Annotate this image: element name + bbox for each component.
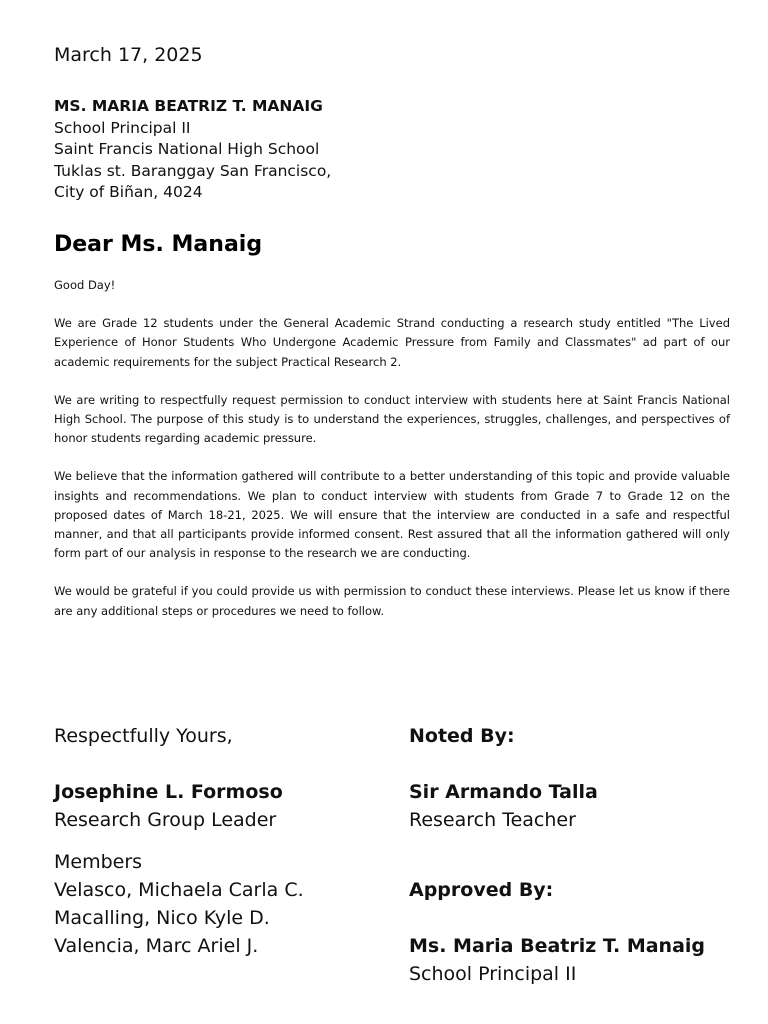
body-paragraph-2: We are writing to respectfully request permission to conduct interview with students here at Saint Francis National High School. The purpose of this study is to understand the experiences, struggles, challenges, and perspectives of honor students regarding academic pressure. bbox=[54, 392, 730, 446]
body-paragraph-3: We believe that the information gathered will contribute to a better understanding of this topic and provide valuable insights and recommendations. We plan to conduct interview with students from Grade 7 to Grade 12 on the proposed dates of March 18-21, 2025. We will ensure that the interview are conducted in a safe and respectful manner, and that all participants provide informed consent. Rest assured that all the information gathered will only form part of our analysis in response to the research we are conducting. bbox=[54, 469, 730, 561]
recipient-address-line2: City of Biñan, 4024 bbox=[54, 183, 203, 201]
member-name: Valencia, Marc Ariel J. bbox=[54, 935, 259, 957]
recipient-name: MS. MARIA BEATRIZ T. MANAIG bbox=[54, 97, 323, 115]
recipient-address-line1: Tuklas st. Baranggay San Francisco, bbox=[54, 161, 332, 180]
member-name: Macalling, Nico Kyle D. bbox=[54, 907, 270, 929]
noted-by-role: Research Teacher bbox=[409, 809, 576, 831]
noted-by-name: Sir Armando Talla bbox=[409, 781, 598, 803]
noted-by-label: Noted By: bbox=[409, 725, 515, 747]
salutation: Dear Ms. Manaig bbox=[54, 232, 263, 257]
letter-body bbox=[54, 276, 730, 640]
approved-by-label: Approved By: bbox=[409, 879, 554, 901]
signature-block-sender bbox=[54, 722, 374, 960]
approved-by-role: School Principal II bbox=[409, 963, 577, 985]
leader-name: Josephine L. Formoso bbox=[54, 781, 283, 803]
body-paragraph-1: We are Grade 12 students under the General Academic Strand conducting a research study entitled "The Lived Experience of Honor Students Who Undergone Academic Pressure from Family and Classmates" ad part of our academic requirements for the subject Practical Research 2. bbox=[54, 316, 730, 369]
member-name: Velasco, Michaela Carla C. bbox=[54, 879, 304, 901]
recipient-block bbox=[54, 96, 331, 204]
body-paragraph-4: We would be grateful if you could provide us with permission to conduct these interviews. Please let us know if there are any additional steps or procedures we need to follow. bbox=[54, 584, 730, 618]
greeting: Good Day! bbox=[54, 278, 116, 292]
recipient-title: School Principal II bbox=[54, 118, 191, 137]
valediction: Respectfully Yours, bbox=[54, 725, 233, 747]
leader-role: Research Group Leader bbox=[54, 809, 277, 831]
approved-by-name: Ms. Maria Beatriz T. Manaig bbox=[409, 935, 706, 957]
members-label: Members bbox=[54, 851, 143, 873]
recipient-school: Saint Francis National High School bbox=[54, 140, 320, 158]
letter-date: March 17, 2025 bbox=[54, 44, 203, 66]
signature-block-approvals bbox=[409, 722, 729, 988]
